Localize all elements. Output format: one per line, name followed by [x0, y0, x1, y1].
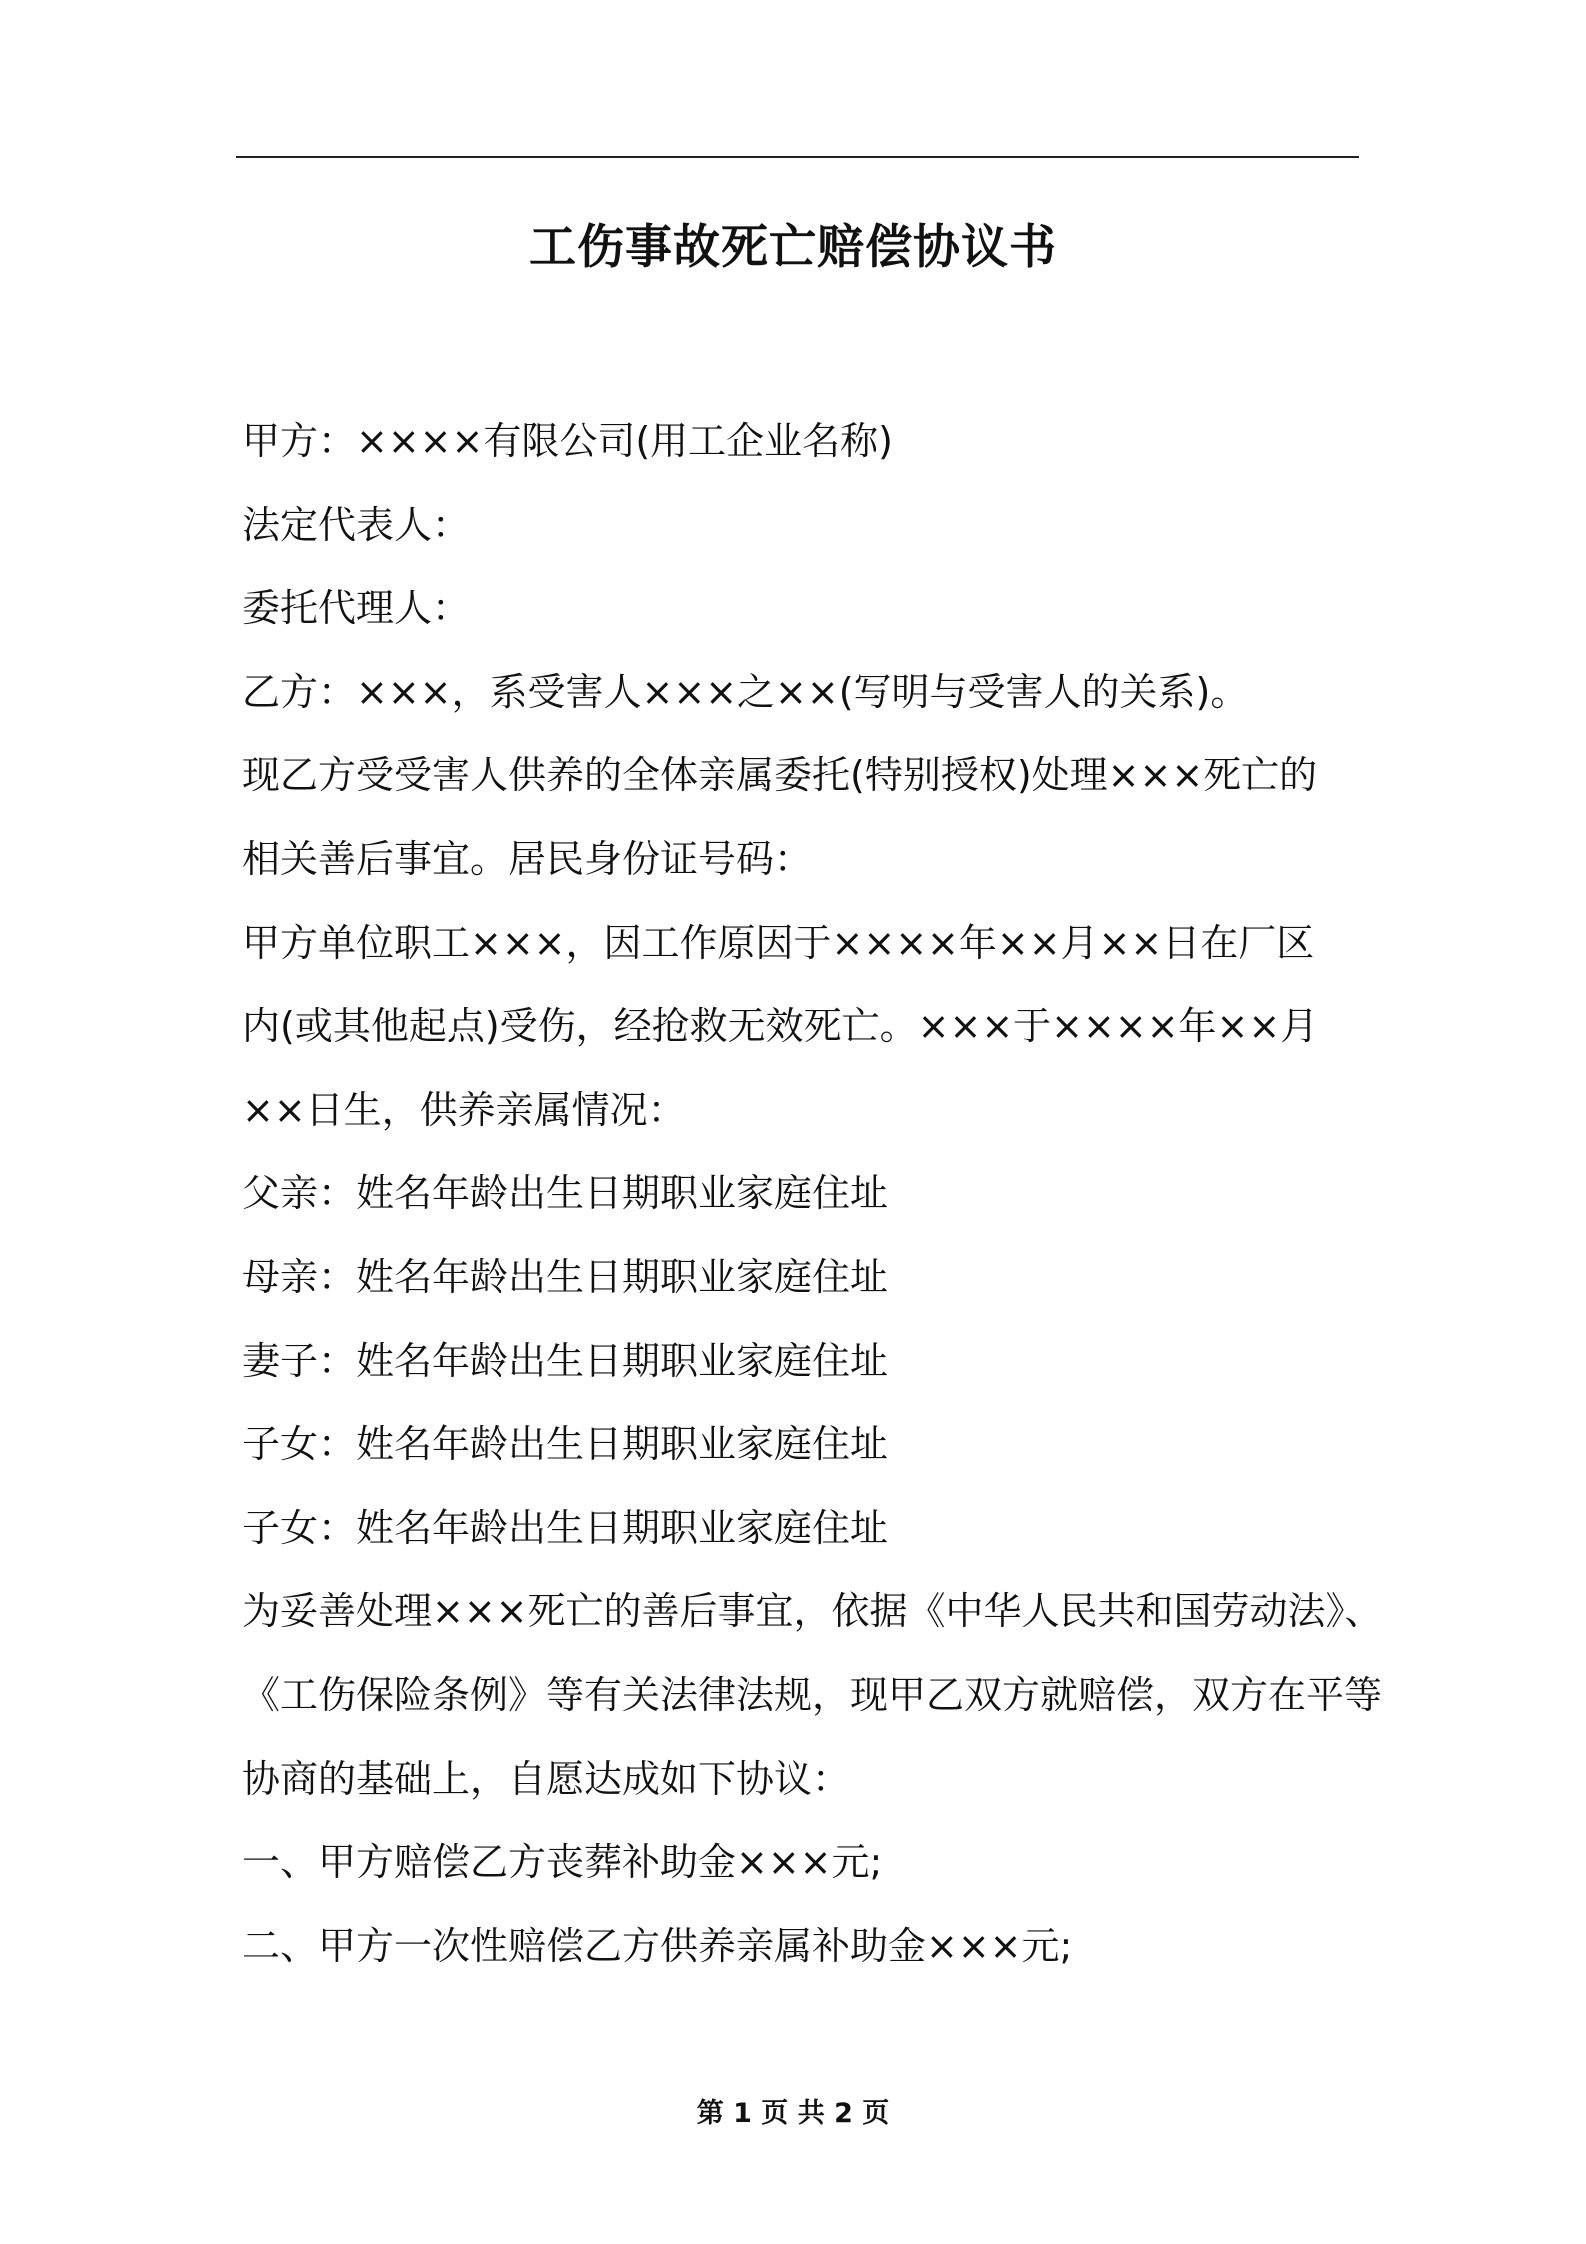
- body-line: 一、甲方赔偿乙方丧葬补助金×××元;: [242, 1840, 883, 1885]
- body-line: 法定代表人：: [242, 502, 471, 547]
- body-line: ××日生，供养亲属情况：: [242, 1087, 686, 1132]
- document-title: 工伤事故死亡赔偿协议书: [529, 220, 1057, 275]
- body-line: 甲方单位职工×××，因工作原因于××××年××月××日在厂区: [242, 920, 1315, 965]
- body-line: 为妥善处理×××死亡的善后事宜，依据《中华人民共和国劳动法》、: [242, 1589, 1383, 1634]
- body-line: 协商的基础上，自愿达成如下协议：: [242, 1756, 851, 1801]
- body-line: 《工伤保险条例》等有关法律法规，现甲乙双方就赔偿，双方在平等: [242, 1672, 1383, 1717]
- body-line: 现乙方受受害人供养的全体亲属委托(特别授权)处理×××死亡的: [242, 753, 1318, 798]
- body-line: 甲方：××××有限公司(用工企业名称): [242, 419, 894, 463]
- body-line: 父亲：姓名年龄出生日期职业家庭住址: [242, 1171, 889, 1216]
- body-line: 内(或其他起点)受伤，经抢救无效死亡。×××于××××年××月: [242, 1004, 1319, 1049]
- document-body: [242, 400, 1383, 1988]
- body-line: 子女：姓名年龄出生日期职业家庭住址: [242, 1422, 889, 1467]
- page-number: 第 1 页 共 2 页: [696, 2098, 890, 2129]
- body-line: 委托代理人：: [242, 586, 471, 631]
- header-rule: [236, 156, 1359, 158]
- body-line: 二、甲方一次性赔偿乙方供养亲属补助金×××元;: [242, 1923, 1073, 1968]
- body-line: 乙方：×××，系受害人×××之××(写明与受害人的关系)。: [242, 669, 1249, 714]
- body-line: 相关善后事宜。居民身份证号码：: [242, 836, 813, 881]
- body-line: 母亲：姓名年龄出生日期职业家庭住址: [242, 1254, 889, 1299]
- body-line: 子女：姓名年龄出生日期职业家庭住址: [242, 1505, 889, 1550]
- body-line: 妻子：姓名年龄出生日期职业家庭住址: [242, 1338, 889, 1383]
